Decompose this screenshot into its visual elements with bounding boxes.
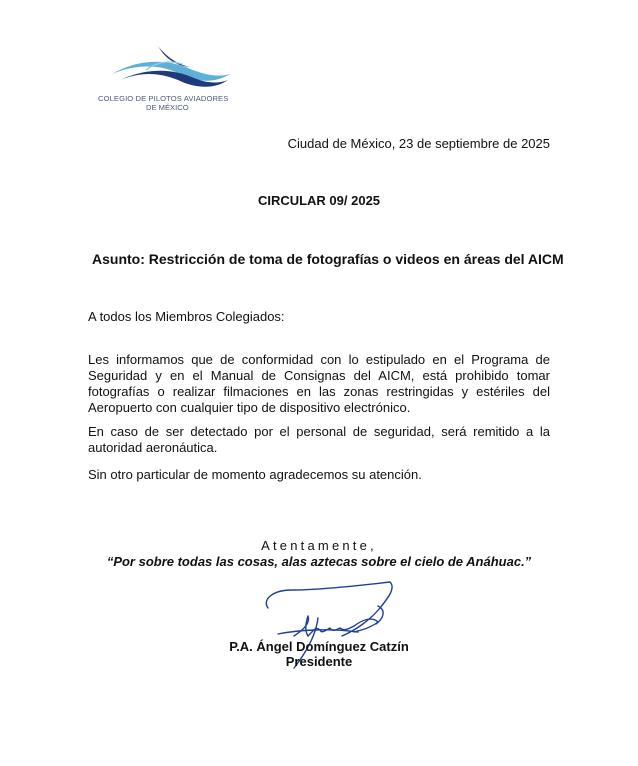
closing-motto: “Por sobre todas las cosas, alas aztecas sobre el cielo de Anáhuac.” [106, 554, 532, 569]
circular-number: CIRCULAR 09/ 2025 [257, 193, 381, 208]
wave-logo-icon [106, 40, 236, 92]
signer-name: P.A. Ángel Domínguez Catzín [229, 639, 409, 654]
body-paragraph-3: Sin otro particular de momento agradecemos su atención. [88, 467, 422, 482]
date-line: Ciudad de México, 23 de septiembre de 2025 [287, 136, 550, 151]
greeting: A todos los Miembros Colegiados: [88, 309, 285, 324]
letterhead-logo [92, 40, 242, 115]
org-name-line2: DE MÉXICO [146, 103, 189, 112]
org-name-line1: COLEGIO DE PILOTOS AVIADORES [98, 94, 229, 103]
body-paragraph-1: Les informamos que de conformidad con lo estipulado en el Programa de Seguridad y en el Manual de Consignas del AICM, está prohibido tomar fotografías o realizar filmaciones en las zonas restringidas y estériles del Aeropuerto con cualquier tipo de dispositivo electrónico. [88, 352, 550, 415]
body-paragraph-2: En caso de ser detectado por el personal de seguridad, será remitido a la autoridad aeronáutica. [88, 424, 550, 455]
subject-line: Asunto: Restricción de toma de fotografías o videos en áreas del AICM [92, 251, 564, 267]
closing-salutation: Atentamente, [261, 538, 377, 553]
signer-title: Presidente [285, 654, 353, 669]
